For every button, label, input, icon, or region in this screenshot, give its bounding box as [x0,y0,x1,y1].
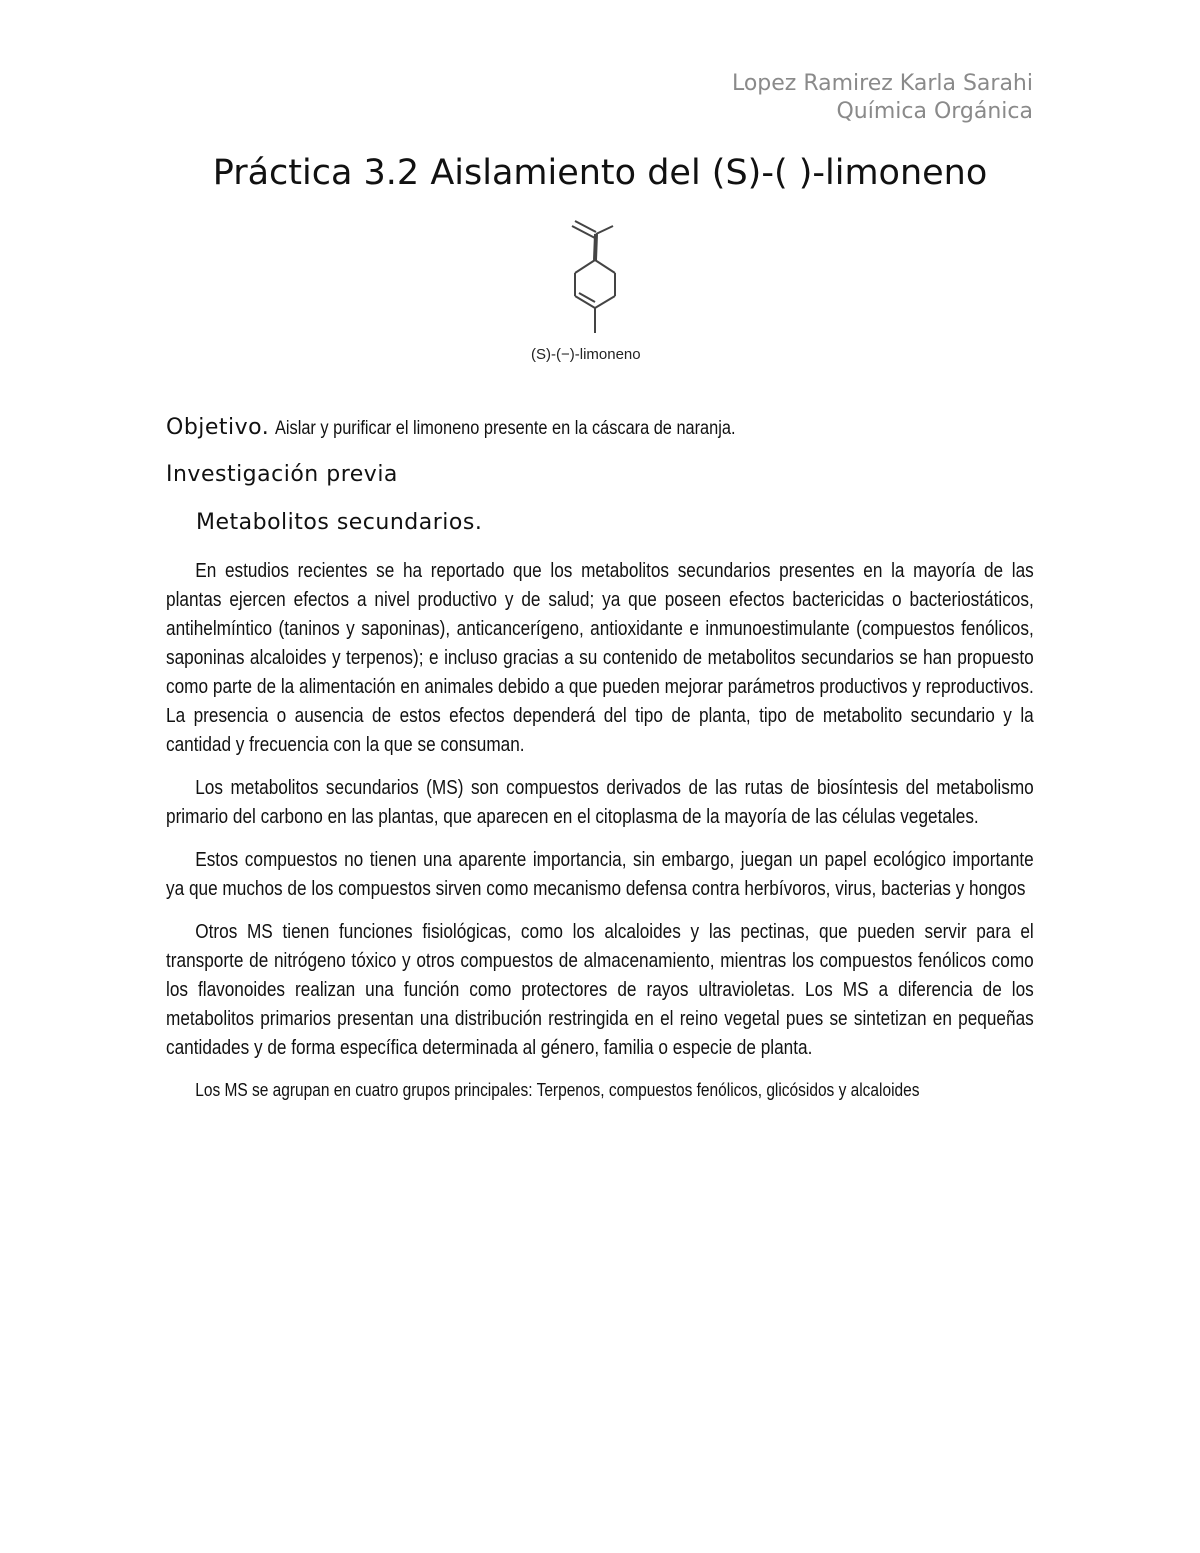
paragraph-5: Los MS se agrupan en cuatro grupos principales: Terpenos, compuestos fenólicos, glicósidos y alcaloides [195,1080,920,1100]
paragraph-1: En estudios recientes se ha reportado que los metabolitos secundarios presentes en la mayoría de las plantas ejercen efectos a nivel productivo y de salud; ya que poseen efectos bactericidas o bacteriostáticos, antihelmíntico (taninos y saponinas), anticancerígeno, antioxidante e inmunoestimulante (compuestos fenólicos, saponinas alcaloides y terpenos); e incluso gracias a su contenido de metabolitos secundarios se han propuesto como parte de la alimentación en animales debido a que pueden mejorar parámetros productivos y reproductivos. La presencia o ausencia de estos efectos dependerá del tipo de planta, tipo de metabolito secundario y la cantidad y frecuencia con la que se consuman. [166,560,1034,756]
ring-bond-1 [595,260,615,273]
ring-bond-4 [575,296,595,308]
subject-name: Química Orgánica [836,99,1033,124]
subsection-heading: Metabolitos secundarios. [196,510,483,535]
bond-wedge [595,234,596,260]
author-name: Lopez Ramirez Karla Sarahi [731,71,1033,96]
bond-methyl [596,226,613,234]
paragraph-2: Los metabolitos secundarios (MS) son compuestos derivados de las rutas de biosíntesis del metabolismo primario del carbono en las plantas, que aparecen en el citoplasma de la mayoría de las células vegetales. [166,777,1034,828]
paragraph-3: Estos compuestos no tienen una aparente importancia, sin embargo, juegan un papel ecológico importante ya que muchos de los compuestos sirven como mecanismo defensa contra herbívoros, virus, bacterias y hongos [166,849,1034,900]
page-title: Práctica 3.2 Aislamiento del (S)-( )-limoneno [212,153,988,193]
ring-bond-3 [595,296,615,308]
document-header [732,70,1033,126]
section-heading: Investigación previa [166,462,398,487]
objective-line [166,413,1034,444]
bond-double-2 [575,221,596,232]
objective-text: Aislar y purificar el limoneno presente en la cáscara de naranja. [274,418,736,439]
objective-label: Objetivo. [166,415,270,440]
structure-caption: (S)-(−)-limoneno [531,346,641,363]
paragraph-4: Otros MS tienen funciones fisiológicas, como los alcaloides y las pectinas, que pueden servir para el transporte de nitrógeno tóxico y otros compuestos de almacenamiento, mientras los compuestos fenólicos como los flavonoides realizan una función como protectores de rayos ultravioletas. Los MS a diferencia de los metabolitos primarios presentan una distribución restringida en el reino vegetal pues se sintetizan en pequeñas cantidades y de forma específica determinada al género, familia o especie de planta. [166,921,1034,1059]
ring-bond-6 [575,260,595,273]
limonene-structure-diagram [555,216,635,336]
bond-double-1 [572,226,595,238]
body-text [166,557,1034,1117]
